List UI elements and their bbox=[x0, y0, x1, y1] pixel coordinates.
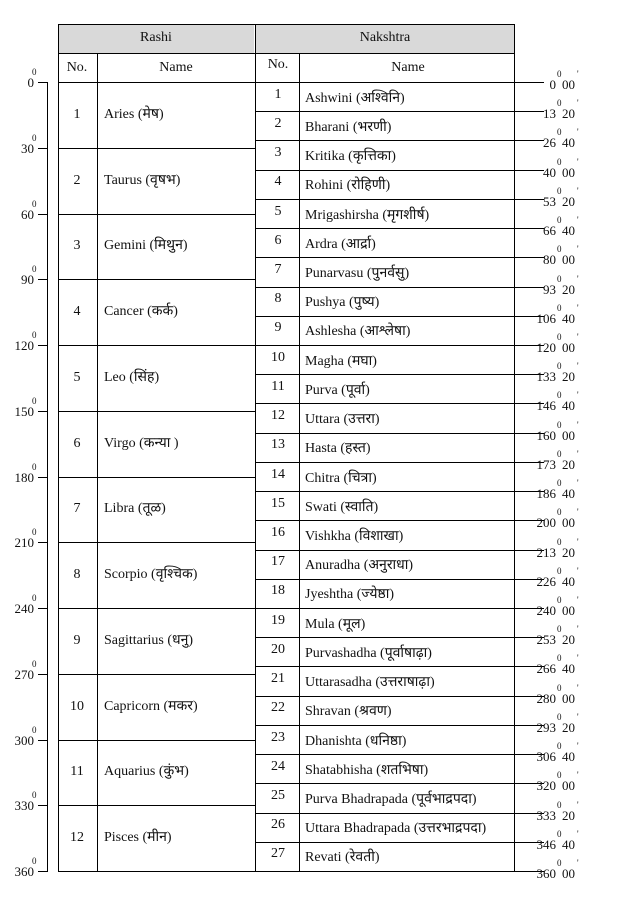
degree-symbol: 0 bbox=[557, 273, 562, 284]
nakshatra-row-divider bbox=[255, 111, 514, 112]
nakshatra-degree-value: 93 bbox=[543, 281, 556, 297]
rashi-degree-tick bbox=[38, 82, 48, 83]
degree-symbol: 0 bbox=[557, 156, 562, 167]
nakshatra-degree-value: 13 bbox=[543, 106, 556, 122]
nakshatra-name: Swati (स्वाति) bbox=[305, 499, 379, 515]
nakshatra-row-divider bbox=[255, 783, 514, 784]
rashi-degree-tick bbox=[38, 279, 48, 280]
nakshatra-number: 13 bbox=[271, 437, 285, 453]
nakshatra-name: Bharani (भरणी) bbox=[305, 119, 392, 135]
nakshatra-name: Ashlesha (आश्लेषा) bbox=[305, 324, 411, 340]
rashi-degree-tick bbox=[38, 148, 48, 149]
nakshatra-degree-value: 66 bbox=[543, 223, 556, 239]
nakshatra-row-divider bbox=[255, 813, 514, 814]
nakshatra-degree-value: 173 bbox=[536, 456, 556, 472]
rashi-degree-label: 150 bbox=[14, 403, 34, 419]
nakshatra-degree-tick bbox=[514, 257, 544, 258]
minute-symbol: ' bbox=[577, 419, 579, 430]
nakshatra-number: 23 bbox=[271, 729, 285, 745]
nakshatra-number: 24 bbox=[271, 758, 285, 774]
minute-symbol: ' bbox=[577, 565, 579, 576]
nakshatra-degree-value: 40 bbox=[543, 164, 556, 180]
rashi-degree-label: 270 bbox=[14, 666, 34, 682]
nakshatra-degree-value: 306 bbox=[536, 749, 556, 765]
minute-symbol: ' bbox=[577, 448, 579, 459]
nakshatra-number: 8 bbox=[274, 291, 282, 307]
nakshatra-row-divider bbox=[255, 403, 514, 404]
nakshatra-name: Shravan (श्रवण) bbox=[305, 704, 392, 720]
nakshatra-name: Purva Bhadrapada (पूर्वभाद्रपदा) bbox=[305, 791, 477, 807]
nakshatra-minute-value: 40 bbox=[562, 661, 575, 677]
nakshatra-minute-value: 00 bbox=[562, 778, 575, 794]
nakshatra-degree-value: 80 bbox=[543, 252, 556, 268]
degree-symbol: 0 bbox=[557, 127, 562, 138]
rashi-name: Aquarius (कुंभ) bbox=[104, 764, 189, 780]
nakshatra-header: Nakshtra bbox=[359, 30, 411, 45]
rashi-row-divider bbox=[58, 674, 255, 675]
rashi-name: Taurus (वृषभ) bbox=[104, 172, 181, 188]
rashi-row-divider bbox=[58, 740, 255, 741]
table-bottom-border bbox=[58, 871, 515, 872]
nakshatra-name: Uttara Bhadrapada (उत्तरभाद्रपदा) bbox=[305, 821, 487, 837]
rashi-row-divider bbox=[58, 214, 255, 215]
rashi-row-divider bbox=[58, 805, 255, 806]
degree-symbol: 0 bbox=[557, 98, 562, 109]
table-top-border bbox=[58, 24, 515, 25]
minute-symbol: ' bbox=[577, 478, 579, 489]
degree-symbol: 0 bbox=[557, 799, 562, 810]
minute-symbol: ' bbox=[577, 302, 579, 313]
nakshatra-number: 19 bbox=[271, 612, 285, 628]
rashi-number: 4 bbox=[73, 304, 81, 320]
rashi-degree-tick bbox=[38, 805, 48, 806]
rashi-row-divider bbox=[58, 542, 255, 543]
nakshatra-number: 17 bbox=[271, 554, 285, 570]
degree-symbol: 0 bbox=[32, 330, 37, 340]
nakshatra-row-divider bbox=[255, 345, 514, 346]
rashi-name: Scorpio (वृश्चिक) bbox=[104, 567, 198, 583]
nakshatra-degree-value: 26 bbox=[543, 135, 556, 151]
nakshatra-number: 5 bbox=[274, 203, 282, 219]
minute-symbol: ' bbox=[577, 711, 579, 722]
nakshatra-degree-tick bbox=[514, 199, 544, 200]
degree-symbol: 0 bbox=[557, 332, 562, 342]
rashi-no-column-divider bbox=[97, 53, 98, 871]
rashi-row-divider bbox=[58, 477, 255, 478]
nakshatra-row-divider bbox=[255, 696, 514, 697]
degree-symbol: 0 bbox=[557, 302, 562, 313]
nakshatra-name: Mrigashirsha (मृगशीर्ष) bbox=[305, 207, 430, 223]
degree-symbol: 0 bbox=[557, 741, 562, 752]
nakshatra-degree-value: 53 bbox=[543, 193, 556, 209]
minute-symbol: ' bbox=[577, 828, 579, 839]
degree-symbol: 0 bbox=[32, 527, 37, 538]
degree-symbol: 0 bbox=[557, 828, 562, 839]
rashi-degree-tick bbox=[38, 608, 48, 609]
rashi-degree-label: 0 bbox=[27, 75, 34, 90]
nakshatra-number: 27 bbox=[271, 846, 285, 862]
nakshatra-number: 12 bbox=[271, 408, 285, 424]
nakshatra-name: Dhanishta (धनिष्ठा) bbox=[305, 733, 407, 749]
nakshatra-degree-value: 200 bbox=[536, 515, 556, 531]
nakshatra-row-divider bbox=[255, 374, 514, 375]
nakshatra-minute-value: 00 bbox=[562, 866, 575, 881]
nakshatra-row-divider bbox=[255, 140, 514, 141]
degree-symbol: 0 bbox=[557, 536, 562, 547]
rashi-number: 2 bbox=[73, 172, 81, 188]
nakshatra-degree-value: 0 bbox=[549, 77, 556, 92]
nakshatra-degree-value: 320 bbox=[536, 778, 556, 794]
degree-symbol: 0 bbox=[557, 565, 562, 576]
degree-symbol: 0 bbox=[32, 132, 37, 143]
rashi-degree-label: 30 bbox=[21, 140, 34, 156]
nakshatra-minute-value: 40 bbox=[562, 223, 575, 239]
rashi-name: Libra (तूळ) bbox=[104, 501, 166, 517]
degree-symbol: 0 bbox=[32, 395, 37, 406]
nakshatra-degree-value: 293 bbox=[536, 719, 556, 735]
nakshatra-number: 16 bbox=[271, 524, 285, 540]
minute-symbol: ' bbox=[577, 361, 579, 372]
nakshatra-minute-value: 20 bbox=[562, 106, 575, 122]
minute-symbol: ' bbox=[577, 624, 579, 635]
subheader-divider bbox=[58, 82, 515, 83]
rashi-degree-tick bbox=[38, 411, 48, 412]
nakshatra-name-header: Name bbox=[391, 60, 425, 75]
degree-symbol: 0 bbox=[32, 461, 37, 472]
rashi-degree-label: 60 bbox=[21, 206, 34, 222]
nakshatra-minute-value: 00 bbox=[562, 515, 575, 531]
rashi-number: 11 bbox=[70, 764, 84, 780]
degree-symbol: 0 bbox=[557, 361, 562, 372]
rashi-name: Sagittarius (धनु) bbox=[104, 632, 194, 648]
nakshatra-minute-value: 20 bbox=[562, 807, 575, 823]
nakshatra-row-divider bbox=[255, 725, 514, 726]
nakshatra-degree-value: 266 bbox=[536, 661, 556, 677]
nakshatra-minute-value: 00 bbox=[562, 427, 575, 443]
nakshatra-row-divider bbox=[255, 287, 514, 288]
nakshatra-row-divider bbox=[255, 433, 514, 434]
nakshatra-row-divider bbox=[255, 842, 514, 843]
degree-symbol: 0 bbox=[557, 711, 562, 722]
degree-symbol: 0 bbox=[32, 593, 37, 603]
degree-symbol: 0 bbox=[557, 244, 562, 255]
nakshatra-name: Purvashadha (पूर्वाषाढ़ा) bbox=[305, 645, 432, 661]
nakshatra-degree-tick bbox=[514, 170, 544, 171]
degree-symbol: 0 bbox=[557, 682, 562, 693]
nakshatra-row-divider bbox=[255, 637, 514, 638]
minute-symbol: ' bbox=[577, 98, 579, 109]
nakshatra-degree-tick bbox=[514, 82, 544, 83]
degree-symbol: 0 bbox=[557, 624, 562, 635]
rashi-number: 7 bbox=[73, 501, 81, 517]
nakshatra-number: 25 bbox=[271, 787, 285, 803]
nakshatra-row-divider bbox=[255, 520, 514, 521]
nakshatra-number: 2 bbox=[274, 115, 282, 131]
nakshatra-name: Mula (मूल) bbox=[305, 616, 366, 632]
rashi-degree-tick bbox=[38, 214, 48, 215]
nakshatra-name: Uttara (उत्तरा) bbox=[305, 412, 380, 428]
nakshatra-name: Punarvasu (पुनर्वसु) bbox=[305, 265, 410, 281]
rashi-name: Cancer (कर्क) bbox=[104, 304, 178, 320]
nakshatra-degree-value: 333 bbox=[536, 807, 556, 823]
minute-symbol: ' bbox=[577, 653, 579, 664]
rashi-no-header: No. bbox=[66, 60, 88, 75]
nakshatra-number: 18 bbox=[271, 583, 285, 599]
nakshatra-name: Rohini (रोहिणी) bbox=[305, 178, 391, 194]
nakshatra-minute-value: 00 bbox=[562, 690, 575, 706]
nakshatra-degree-tick bbox=[514, 228, 544, 229]
degree-symbol: 0 bbox=[557, 185, 562, 196]
degree-symbol: 0 bbox=[557, 390, 562, 401]
degree-symbol: 0 bbox=[557, 215, 562, 226]
nakshatra-name: Shatabhisha (शतभिषा) bbox=[305, 762, 429, 778]
degree-symbol: 0 bbox=[557, 595, 562, 605]
rashi-number: 5 bbox=[73, 369, 81, 385]
nakshatra-minute-value: 40 bbox=[562, 398, 575, 414]
nakshatra-row-divider bbox=[255, 199, 514, 200]
rashi-number: 12 bbox=[70, 830, 84, 846]
rashi-row-divider bbox=[58, 411, 255, 412]
nakshatra-minute-value: 20 bbox=[562, 632, 575, 648]
nakshatra-minute-value: 40 bbox=[562, 486, 575, 502]
nakshatra-degree-value: 360 bbox=[536, 866, 556, 881]
nakshatra-minute-value: 20 bbox=[562, 456, 575, 472]
degree-symbol: 0 bbox=[557, 770, 562, 781]
minute-symbol: ' bbox=[577, 770, 579, 781]
nakshatra-minute-value: 00 bbox=[562, 77, 575, 92]
rashi-number: 6 bbox=[73, 435, 81, 451]
nakshatra-row-divider bbox=[255, 550, 514, 551]
nakshatra-name: Uttarasadha (उत्तराषाढ़ा) bbox=[305, 675, 435, 691]
nakshatra-degree-value: 253 bbox=[536, 632, 556, 648]
nakshatra-name: Kritika (कृत्तिका) bbox=[305, 149, 396, 165]
nakshatra-minute-value: 00 bbox=[562, 252, 575, 268]
rashi-degree-label: 120 bbox=[14, 338, 34, 353]
rashi-name: Aries (मेष) bbox=[104, 106, 164, 122]
minute-symbol: ' bbox=[577, 215, 579, 226]
rashi-name: Gemini (मिथुन) bbox=[104, 238, 188, 254]
rashi-degree-tick bbox=[38, 345, 48, 346]
rashi-degree-label: 210 bbox=[14, 535, 34, 551]
nakshatra-name: Anuradha (अनुराधा) bbox=[305, 558, 414, 574]
nakshatra-number: 10 bbox=[271, 349, 285, 365]
nakshatra-minute-value: 40 bbox=[562, 836, 575, 852]
rashi-name: Leo (सिंह) bbox=[104, 369, 160, 385]
nakshatra-degree-tick bbox=[514, 111, 544, 112]
degree-symbol: 0 bbox=[557, 653, 562, 664]
table-left-border bbox=[58, 24, 59, 871]
nakshatra-name: Vishkha (विशाखा) bbox=[305, 528, 404, 544]
degree-symbol: 0 bbox=[32, 856, 37, 866]
nakshatra-degree-value: 346 bbox=[536, 836, 556, 852]
nakshatra-degree-tick bbox=[514, 140, 544, 141]
nakshatra-degree-value: 160 bbox=[536, 427, 556, 443]
nakshatra-name: Ashwini (अश्विनि) bbox=[305, 90, 405, 106]
rashi-degree-label: 240 bbox=[14, 601, 34, 616]
nakshatra-row-divider bbox=[255, 754, 514, 755]
nakshatra-degree-value: 120 bbox=[536, 340, 556, 355]
nakshatra-name: Ardra (आर्द्रा) bbox=[305, 236, 376, 252]
nakshatra-minute-value: 40 bbox=[562, 749, 575, 765]
nakshatra-name: Pushya (पुष्य) bbox=[305, 295, 380, 311]
rashi-degree-label: 300 bbox=[14, 732, 34, 748]
nakshatra-minute-value: 00 bbox=[562, 164, 575, 180]
nakshatra-row-divider bbox=[255, 462, 514, 463]
nakshatra-number: 9 bbox=[274, 320, 282, 336]
nakshatra-number: 6 bbox=[274, 232, 282, 248]
minute-symbol: ' bbox=[577, 244, 579, 255]
nakshatra-name: Chitra (चित्रा) bbox=[305, 470, 377, 486]
nakshatra-number: 26 bbox=[271, 817, 285, 833]
rashi-degree-tick bbox=[38, 740, 48, 741]
rashi-degree-tick bbox=[38, 477, 48, 478]
degree-symbol: 0 bbox=[32, 790, 37, 801]
rashi-name: Capricorn (मकर) bbox=[104, 698, 198, 714]
nakshatra-minute-value: 40 bbox=[562, 135, 575, 151]
nakshatra-number: 7 bbox=[274, 261, 282, 277]
nakshatra-no-header: No. bbox=[267, 57, 289, 72]
rashi-row-divider bbox=[58, 345, 255, 346]
degree-symbol: 0 bbox=[32, 67, 37, 77]
minute-symbol: ' bbox=[577, 858, 579, 868]
degree-symbol: 0 bbox=[32, 198, 37, 209]
nakshatra-name: Jyeshtha (ज्येष्ठा) bbox=[305, 587, 395, 603]
nakshatra-degree-value: 226 bbox=[536, 573, 556, 589]
header-divider bbox=[58, 53, 515, 54]
rashi-degree-label: 330 bbox=[14, 798, 34, 814]
degree-symbol: 0 bbox=[557, 858, 562, 868]
degree-symbol: 0 bbox=[557, 478, 562, 489]
minute-symbol: ' bbox=[577, 536, 579, 547]
rashi-name: Virgo (कन्या ) bbox=[104, 435, 179, 451]
minute-symbol: ' bbox=[577, 390, 579, 401]
nakshatra-number: 14 bbox=[271, 466, 285, 482]
nakshatra-minute-value: 00 bbox=[562, 340, 575, 355]
degree-symbol: 0 bbox=[557, 69, 562, 79]
nakshatra-row-divider bbox=[255, 257, 514, 258]
minute-symbol: ' bbox=[577, 69, 579, 79]
rashi-row-divider bbox=[58, 148, 255, 149]
rashi-degree-label: 90 bbox=[21, 272, 34, 288]
nakshatra-degree-value: 106 bbox=[536, 310, 556, 326]
degree-symbol: 0 bbox=[557, 507, 562, 518]
nakshatra-degree-value: 280 bbox=[536, 690, 556, 706]
minute-symbol: ' bbox=[577, 127, 579, 138]
nakshatra-row-divider bbox=[255, 579, 514, 580]
nakshatra-name: Hasta (हस्त) bbox=[305, 441, 371, 457]
minute-symbol: ' bbox=[577, 507, 579, 518]
degree-symbol: 0 bbox=[557, 448, 562, 459]
minute-symbol: ' bbox=[577, 156, 579, 167]
nakshatra-degree-value: 133 bbox=[536, 369, 556, 385]
nakshatra-number: 11 bbox=[271, 378, 285, 394]
nakshatra-degree-value: 213 bbox=[536, 544, 556, 560]
nakshatra-minute-value: 40 bbox=[562, 573, 575, 589]
nakshatra-minute-value: 20 bbox=[562, 281, 575, 297]
nakshatra-row-divider bbox=[255, 316, 514, 317]
degree-symbol: 0 bbox=[32, 724, 37, 735]
rashi-name: Pisces (मीन) bbox=[104, 830, 172, 846]
rashi-number: 10 bbox=[70, 698, 84, 714]
minute-symbol: ' bbox=[577, 741, 579, 752]
nakshatra-degree-value: 146 bbox=[536, 398, 556, 414]
nakshatra-number: 21 bbox=[271, 671, 285, 687]
minute-symbol: ' bbox=[577, 799, 579, 810]
nakshatra-name: Revati (रेवती) bbox=[305, 850, 380, 866]
rashi-name-header: Name bbox=[159, 60, 193, 75]
rashi-degree-label: 360 bbox=[14, 864, 34, 879]
nakshatra-minute-value: 40 bbox=[562, 310, 575, 326]
nakshatra-number: 15 bbox=[271, 495, 285, 511]
nakshatra-row-divider bbox=[255, 608, 514, 609]
rashi-degree-label: 180 bbox=[14, 469, 34, 485]
degree-symbol: 0 bbox=[557, 419, 562, 430]
rashi-nakshatra-divider bbox=[255, 24, 256, 871]
nakshatra-number: 3 bbox=[274, 145, 282, 161]
rashi-row-divider bbox=[58, 279, 255, 280]
nakshatra-degree-value: 186 bbox=[536, 486, 556, 502]
table-right-border bbox=[514, 24, 515, 871]
rashi-row-divider bbox=[58, 608, 255, 609]
nakshatra-minute-value: 00 bbox=[562, 603, 575, 618]
rashi-degree-tick bbox=[38, 871, 48, 872]
nakshatra-number: 1 bbox=[274, 86, 282, 102]
nakshatra-number: 4 bbox=[274, 174, 282, 190]
nakshatra-number: 20 bbox=[271, 641, 285, 657]
rashi-degree-tick bbox=[38, 674, 48, 675]
rashi-number: 9 bbox=[73, 632, 81, 648]
minute-symbol: ' bbox=[577, 682, 579, 693]
nakshatra-row-divider bbox=[255, 170, 514, 171]
minute-symbol: ' bbox=[577, 595, 579, 605]
degree-symbol: 0 bbox=[32, 658, 37, 669]
minute-symbol: ' bbox=[577, 273, 579, 284]
nakshatra-minute-value: 20 bbox=[562, 369, 575, 385]
nakshatra-number: 22 bbox=[271, 700, 285, 716]
minute-symbol: ' bbox=[577, 332, 579, 342]
nakshatra-degree-tick bbox=[514, 287, 544, 288]
nakshatra-minute-value: 20 bbox=[562, 719, 575, 735]
rashi-header: Rashi bbox=[140, 30, 172, 45]
nakshatra-row-divider bbox=[255, 228, 514, 229]
nakshatra-name: Magha (मघा) bbox=[305, 353, 377, 369]
rashi-number: 8 bbox=[73, 567, 81, 583]
nakshatra-minute-value: 20 bbox=[562, 193, 575, 209]
rashi-number: 3 bbox=[73, 238, 81, 254]
nakshatra-minute-value: 20 bbox=[562, 544, 575, 560]
nakshatra-name: Purva (पूर्वा) bbox=[305, 382, 370, 398]
rashi-degree-tick bbox=[38, 542, 48, 543]
rashi-number: 1 bbox=[73, 106, 81, 122]
minute-symbol: ' bbox=[577, 185, 579, 196]
degree-symbol: 0 bbox=[32, 264, 37, 275]
nakshatra-degree-value: 240 bbox=[536, 603, 556, 618]
nakshatra-row-divider bbox=[255, 666, 514, 667]
nakshatra-row-divider bbox=[255, 491, 514, 492]
